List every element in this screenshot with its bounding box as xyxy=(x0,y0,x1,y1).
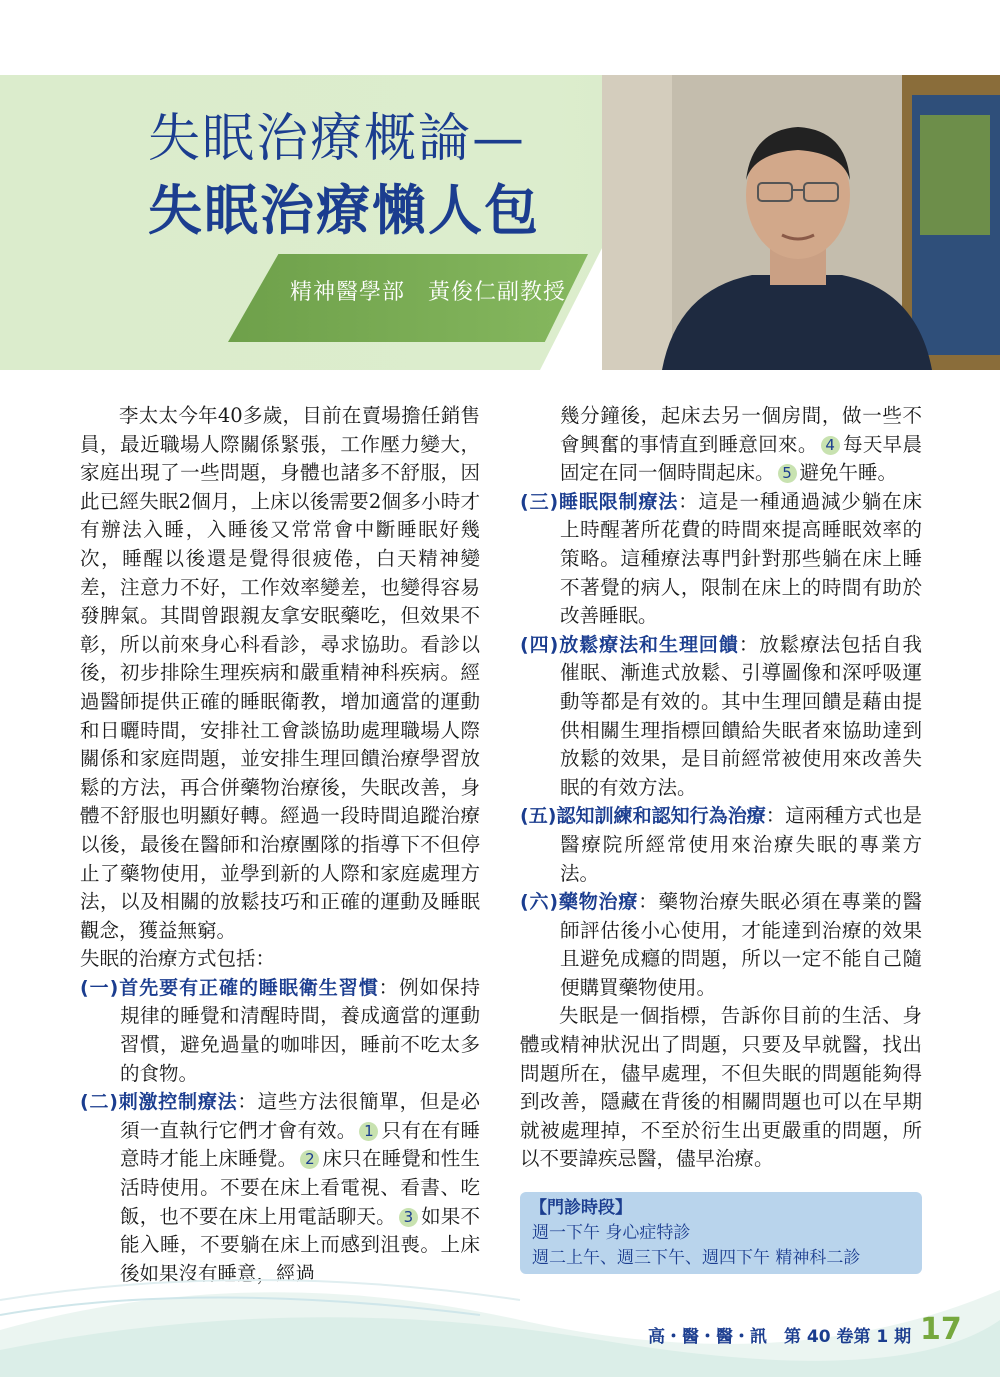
treatment-item-5-text: ：這兩種方式也是醫療院所經常使用來治療失眠的專業方法。 xyxy=(560,804,922,885)
decorative-waves xyxy=(0,1200,1000,1377)
step-number-badge: 1 xyxy=(359,1122,378,1141)
intro-paragraph: 李太太今年40多歲，目前在賣場擔任銷售員，最近職場人際關係緊張，工作壓力變大，家庭出現了一些問題，身體也諸多不舒服，因此已經失眠2個月，上床以後需要2個多小時才有辦法入睡，入睡後又常常會中斷睡眠好幾次，睡醒以後還是覺得很疲倦，白天精神變差，注意力不好，工作效率變差，也變得容易發脾氣。其間曾跟親友拿安眠藥吃，但效果不彰，所以前來身心科看診，尋求協助。看診以後，初步排除生理疾病和嚴重精神科疾病。經過醫師提供正確的睡眠衛教，增加適當的運動和日曬時間，安排社工會談協助處理職場人際關係和家庭問題，並安排生理回饋治療學習放鬆的方法，再合併藥物治療後，失眠改善，身體不舒服也明顯好轉。經過一段時間追蹤治療以後，最後在醫師和治療團隊的指導下不但停止了藥物使用，並學到新的人際和家庭處理方法，以及相關的放鬆技巧和正確的運動及睡眠觀念，獲益無窮。 xyxy=(80,404,480,942)
journal-footer: 高・醫・醫・訊 第 40 卷第 1 期 xyxy=(648,1327,912,1347)
treatment-item-6-label: (六)藥物治療 xyxy=(520,891,639,914)
author-name: 精神醫學部 黃俊仁副教授 xyxy=(290,280,567,305)
treatment-item-1-label: (一)首先要有正確的睡眠衛生習慣 xyxy=(80,976,379,999)
treatment-item-4-label: (四)放鬆療法和生理回饋 xyxy=(520,633,739,656)
step-number-badge: 5 xyxy=(778,464,797,483)
author-photo xyxy=(602,75,1000,370)
treatment-item-1-text: ：例如保持規律的睡覺和清醒時間，養成適當的運動習慣，避免過量的咖啡因，睡前不吃太多的食物。 xyxy=(120,975,480,1085)
treatment-item-2-cont-c: 避免午睡。 xyxy=(799,461,898,485)
treatment-list-intro: 失眠的治療方式包括： xyxy=(80,947,276,971)
treatment-item-2-label: (二)刺激控制療法 xyxy=(80,1091,238,1114)
treatment-item-2-cont-a: 幾分鐘後，起床去另一個房間，做一些不會興奮的事情直到睡意回來。 xyxy=(560,404,922,456)
treatment-item-6-text: ：藥物治療失眠必須在專業的醫師評估後小心使用，才能達到治療的效果且避免成癮的問題，所以一定不能自己隨便購買藥物使用。 xyxy=(560,890,922,999)
treatment-item-2-text-b: 只有在有睡意時才能上床睡覺。 xyxy=(120,1118,480,1171)
treatment-item-3-text: ：這是一種通過減少躺在床上時醒著所花費的時間來提高睡眠效率的策略。這種療法專門針對那些躺在床上睡不著覺的病人，限制在床上的時間有助於改善睡眠。 xyxy=(560,489,922,628)
step-number-badge: 4 xyxy=(821,436,840,455)
article-title-line1: 失眠治療概論— xyxy=(148,109,527,169)
clinic-hours-line-1: 週一下午 身心症特診 xyxy=(532,1223,691,1243)
treatment-item-2-cont-b: 每天早晨固定在同一個時間起床。 xyxy=(560,432,922,485)
treatment-item-4 xyxy=(520,631,922,803)
clinic-hours-line-2: 週二上午、週三下午、週四下午 精神科二診 xyxy=(532,1248,861,1268)
page-number: 17 xyxy=(920,1312,962,1347)
treatment-item-4-text: ：放鬆療法包括自我催眠、漸進式放鬆、引導圖像和深呼吸運動等都是有效的。其中生理回饋是藉由提供相關生理指標回饋給失眠者來協助達到放鬆的效果，是目前經常被使用來改善失眠的有效方法。 xyxy=(560,632,922,799)
treatment-item-1 xyxy=(80,974,480,1088)
step-number-badge: 3 xyxy=(399,1208,418,1227)
article-title-line2: 失眠治療懶人包 xyxy=(148,179,540,242)
treatment-item-3-label: (三)睡眠限制療法 xyxy=(520,490,679,513)
treatment-item-2-text-c: 床只在睡覺和性生活時使用。不要在床上看電視、看書、吃飯，也不要在床上用電話聊天。 xyxy=(120,1147,480,1228)
right-column xyxy=(520,402,922,1174)
left-column xyxy=(80,402,480,1288)
step-number-badge: 2 xyxy=(300,1150,319,1169)
treatment-item-5 xyxy=(520,802,922,888)
author-portrait-image xyxy=(602,75,1000,370)
conclusion-paragraph: 失眠是一個指標，告訴你目前的生活、身體或精神狀況出了問題，只要及早就醫，找出問題所在，儘早處理，不但失眠的問題能夠得到改善，隱藏在背後的相關問題也可以在早期就被處理掉，不至於衍生出更嚴重的問題，所以不要諱疾忌醫，儘早治療。 xyxy=(520,1004,922,1171)
clinic-hours-title: 【門診時段】 xyxy=(530,1198,632,1218)
treatment-item-6 xyxy=(520,888,922,1002)
treatment-item-2-text-d: 如果不能入睡，不要躺在床上而感到沮喪。上床後如果沒有睡意，經過 xyxy=(120,1204,480,1285)
treatment-item-2-text-a: ：這些方法很簡單，但是必須一直執行它們才會有效。 xyxy=(120,1090,480,1142)
treatment-item-2-continued xyxy=(520,402,922,488)
treatment-item-5-label: (五)認知訓練和認知行為治療 xyxy=(520,805,766,828)
treatment-item-3 xyxy=(520,488,922,631)
